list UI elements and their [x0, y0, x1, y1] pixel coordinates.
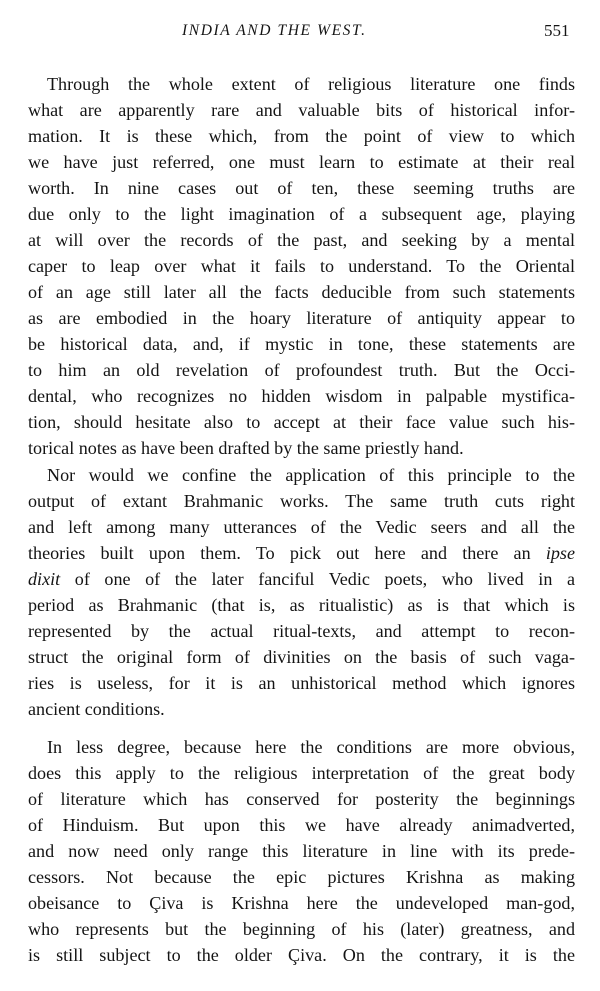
text-line: output of extant Brahmanic works. The same truth cuts right [28, 491, 575, 511]
text-line: is still subject to the older Çiva. On the contrary, it is the [28, 945, 575, 965]
italic-term-ipse: ipse [545, 543, 575, 563]
text-line: ancient conditions. [28, 699, 165, 719]
text-line: torical notes as have been drafted by the same priestly hand. [28, 438, 464, 458]
text-line: at will over the records of the past, and seeking by a mental [28, 230, 575, 250]
text-line: worth. In nine cases out of ten, these seeming truths are [28, 178, 575, 198]
text-line-segment: theories built upon them. To pick out here and there an [28, 543, 531, 563]
text-line: dental, who recognizes no hidden wisdom in palpable mystifica- [28, 386, 575, 406]
text-line: In less degree, because here the conditions are more obvious, [47, 737, 575, 757]
text-line: represented by the actual ritual-texts, and attempt to recon- [28, 621, 575, 641]
text-line: tion, should hesitate also to accept at their face value such his- [28, 412, 575, 432]
text-line: does this apply to the religious interpretation of the great body [28, 763, 575, 783]
text-line: be historical data, and, if mystic in tone, these statements are [28, 334, 575, 354]
text-line: obeisance to Çiva is Krishna here the undeveloped man-god, [28, 893, 575, 913]
running-head: INDIA AND THE WEST. [182, 22, 367, 39]
text-line: cessors. Not because the epic pictures Krishna as making [28, 867, 575, 887]
text-line: to him an old revelation of profoundest truth. But the Occi- [28, 360, 575, 380]
text-line: as are embodied in the hoary literature of antiquity appear to [28, 308, 575, 328]
text-line: and now need only range this literature in line with its prede- [28, 841, 575, 861]
text-line: ries is useless, for it is an unhistorical method which ignores [28, 673, 575, 693]
text-line: mation. It is these which, from the point of view to which [28, 126, 575, 146]
text-line: Nor would we confine the application of this principle to the [47, 465, 575, 485]
text-line: caper to leap over what it fails to understand. To the Oriental [28, 256, 575, 276]
italic-term-dixit: dixit [28, 569, 61, 589]
text-line: what are apparently rare and valuable bits of historical infor- [28, 100, 575, 120]
text-line: who represents but the beginning of his (later) greatness, and [28, 919, 575, 939]
text-line [28, 566, 575, 592]
text-line: due only to the light imagination of a subsequent age, playing [28, 204, 575, 224]
text-line: Through the whole extent of religious literature one finds [47, 74, 575, 94]
text-line [28, 540, 575, 566]
text-line: we have just referred, one must learn to estimate at their real [28, 152, 575, 172]
page-number: 551 [544, 21, 570, 40]
text-line: struct the original form of divinities on the basis of such vaga- [28, 647, 575, 667]
text-line: of literature which has conserved for posterity the beginnings [28, 789, 575, 809]
text-line: of an age still later all the facts deducible from such statements [28, 282, 575, 302]
text-line: period as Brahmanic (that is, as ritualistic) as is that which is [28, 595, 575, 615]
text-line: and left among many utterances of the Vedic seers and all the [28, 517, 575, 537]
text-line: of Hinduism. But upon this we have already animadverted, [28, 815, 575, 835]
text-line-segment: of one of the later fanciful Vedic poets, who lived in a [74, 569, 575, 589]
